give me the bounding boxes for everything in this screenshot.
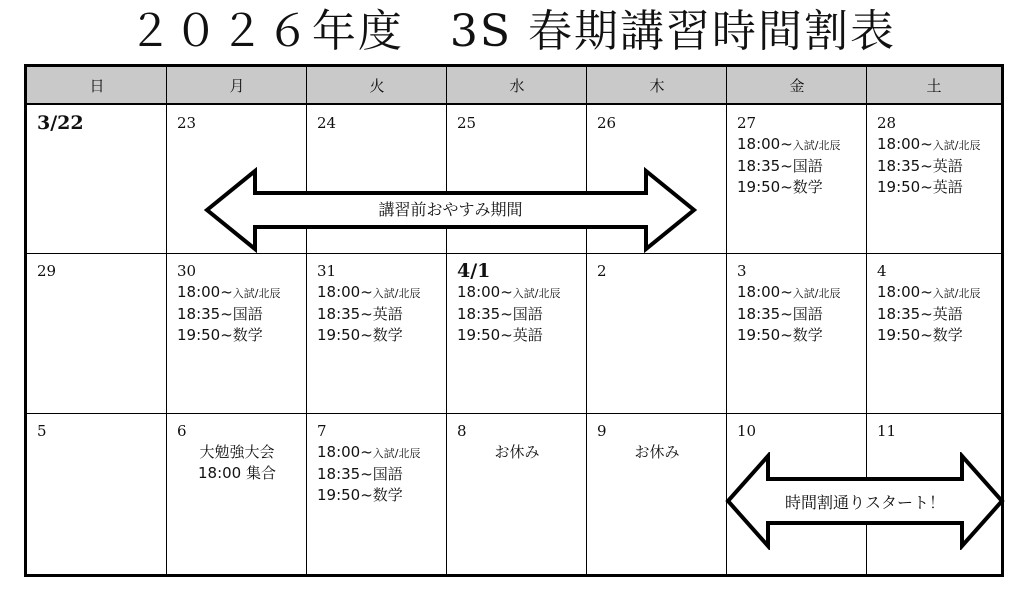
day-number: 7 [317, 422, 327, 440]
day-number: 4/1 [457, 260, 491, 282]
day-number: 11 [877, 422, 897, 440]
day-number: 6 [177, 422, 187, 440]
day-number: 23 [177, 114, 197, 132]
schedule-entry: 18:00~入試/北辰 [457, 283, 561, 301]
day-cell [307, 413, 447, 574]
day-cell [27, 253, 167, 413]
schedule-entry: 19:50~英語 [877, 178, 963, 196]
weekday-header: 日 [27, 67, 167, 105]
day-number: 28 [877, 114, 897, 132]
rest-period-label: 講習前おやすみ期間 [378, 200, 523, 219]
schedule-entry: 18:00~入試/北辰 [317, 283, 421, 301]
day-number: 30 [177, 262, 197, 280]
day-cell [587, 413, 727, 574]
day-number: 3/22 [37, 112, 84, 134]
schedule-entry: 18:00~入試/北辰 [737, 135, 841, 153]
day-cell [867, 253, 1007, 413]
day-note: 18:00 集合 [198, 464, 276, 482]
day-number: 3 [737, 262, 747, 280]
day-cell [167, 413, 307, 574]
weekday-header: 月 [167, 67, 307, 105]
schedule-entry: 19:50~英語 [457, 326, 543, 344]
day-number: 24 [317, 114, 337, 132]
day-cell [27, 413, 167, 574]
day-number: 26 [597, 114, 617, 132]
schedule-entry: 18:35~英語 [317, 305, 403, 323]
day-number: 10 [737, 422, 757, 440]
weekday-header: 金 [727, 67, 867, 105]
day-number: 27 [737, 114, 757, 132]
day-number: 9 [597, 422, 607, 440]
weekday-header: 木 [587, 67, 727, 105]
schedule-entry: 18:35~国語 [317, 465, 403, 483]
schedule-entry: 18:35~国語 [177, 305, 263, 323]
day-number: 8 [457, 422, 467, 440]
day-cell [727, 253, 867, 413]
weekday-header: 火 [307, 67, 447, 105]
schedule-entry: 18:00~入試/北辰 [737, 283, 841, 301]
page-title: ２０２６年度 3S 春期講習時間割表 [127, 6, 897, 57]
weekday-header: 土 [867, 67, 1001, 105]
day-cell [27, 105, 167, 253]
schedule-entry: 18:35~国語 [457, 305, 543, 323]
schedule-entry: 18:35~英語 [877, 305, 963, 323]
schedule-entry: 19:50~数学 [317, 486, 403, 504]
day-number: 2 [597, 262, 607, 280]
day-cell [727, 105, 867, 253]
schedule-entry: 18:00~入試/北辰 [877, 135, 981, 153]
schedule-entry: 19:50~数学 [177, 326, 263, 344]
day-number: 29 [37, 262, 57, 280]
schedule-entry: 19:50~数学 [737, 178, 823, 196]
day-cell [307, 253, 447, 413]
day-number: 25 [457, 114, 477, 132]
day-cell [167, 253, 307, 413]
day-cell [587, 253, 727, 413]
schedule-entry: 19:50~数学 [737, 326, 823, 344]
schedule-entry: 18:35~国語 [737, 157, 823, 175]
day-cell [867, 105, 1007, 253]
day-number: 31 [317, 262, 337, 280]
day-cell [447, 413, 587, 574]
schedule-entry: 19:50~数学 [877, 326, 963, 344]
day-note: お休み [634, 443, 680, 461]
calendar-table [24, 64, 1004, 577]
schedule-entry: 18:35~英語 [877, 157, 963, 175]
day-number: 4 [877, 262, 887, 280]
start-label: 時間割通りスタート！ [784, 493, 945, 512]
schedule-entry: 18:00~入試/北辰 [877, 283, 981, 301]
day-note: 大勉強大会 [199, 443, 275, 461]
day-number: 5 [37, 422, 47, 440]
day-cell [447, 253, 587, 413]
day-note: お休み [494, 443, 540, 461]
schedule-entry: 18:35~国語 [737, 305, 823, 323]
weekday-header: 水 [447, 67, 587, 105]
schedule-entry: 19:50~数学 [317, 326, 403, 344]
schedule-entry: 18:00~入試/北辰 [317, 443, 421, 461]
schedule-entry: 18:00~入試/北辰 [177, 283, 281, 301]
